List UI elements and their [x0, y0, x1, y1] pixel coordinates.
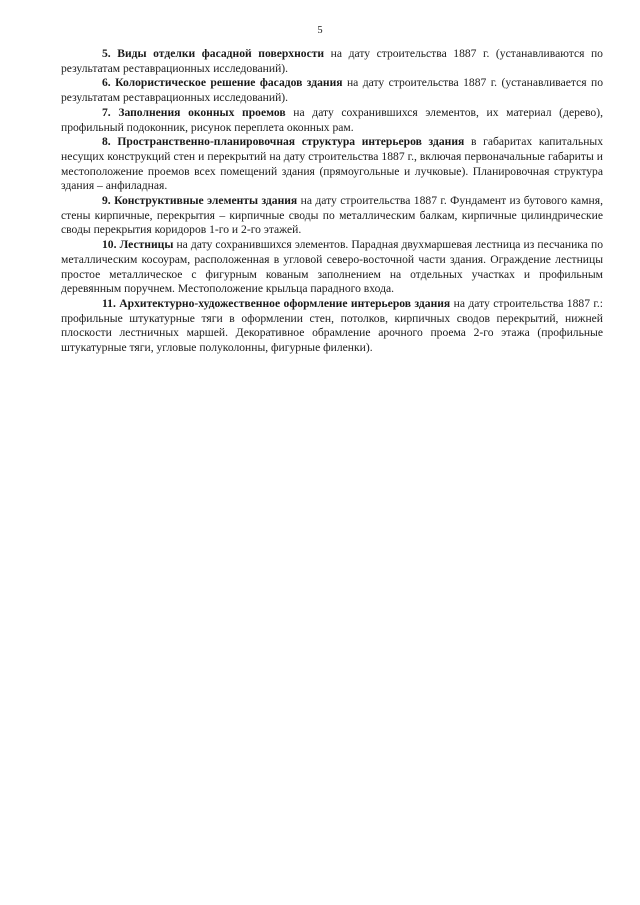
- section-9: [61, 194, 603, 238]
- section-5: [61, 47, 603, 76]
- section-text: на дату сохранившихся элементов, их материал (дерево), профильный подоконник, рисунок переплета оконных рам.: [61, 105, 603, 134]
- section-text: на дату строительства 1887 г. Фундамент из бутового камня, стены кирпичные, перекрытия – кирпичные своды по металлическим балкам, кирпичные цилиндрические своды перекрытия коридоров 1-го и 2-го этажей.: [61, 194, 603, 237]
- section-7: [61, 106, 603, 135]
- section-heading: Заполнения оконных проемов: [118, 105, 286, 119]
- section-text: на дату строительства 1887 г. (устанавливаются по результатам реставрационных исследований).: [61, 47, 603, 75]
- section-heading: Конструктивные элементы здания: [114, 194, 298, 208]
- section-number: 5.: [102, 47, 111, 60]
- section-heading: Колористическое решение фасадов здания: [115, 76, 343, 90]
- section-heading: Пространственно-планировочная структура интерьеров здания: [117, 135, 465, 149]
- section-heading: Архитектурно-художественное оформление интерьеров здания: [119, 296, 451, 310]
- section-number: 10.: [102, 238, 117, 252]
- section-number: 6.: [102, 76, 111, 90]
- section-number: 11.: [102, 296, 116, 310]
- section-heading: Лестницы: [119, 238, 174, 252]
- section-11: [61, 297, 603, 356]
- section-text: на дату строительства 1887 г. (устанавливается по результатам реставрационных исследований).: [61, 76, 604, 105]
- section-number: 7.: [102, 105, 111, 119]
- document-body: [61, 47, 603, 356]
- section-heading: Виды отделки фасадной поверхности: [117, 47, 325, 60]
- section-10: [61, 238, 603, 297]
- section-text: на дату сохранившихся элементов. Парадная двухмаршевая лестница из песчаника по металлическим косоурам, расположенная в угловой северо-восточной части здания. Ограждение лестницы простое металлическое с фигурным кованым заполнением на отдельных участках и профильным деревянным поручнем. Местоположение крыльца парадного входа.: [61, 238, 603, 296]
- section-8: [61, 135, 603, 194]
- page-number: 5: [317, 25, 323, 36]
- section-6: [61, 76, 603, 105]
- section-text: на дату строительства 1887 г.: профильные штукатурные тяги в оформлении стен, потолков, кирпичных сводов перекрытий, нижней плоскости лестничных маршей. Декоративное обрамление арочного проема 2-го этажа (профильные штукатурные тяги, угловые полуколонны, фигурные филенки).: [61, 296, 603, 355]
- section-text: в габаритах капитальных несущих конструкций стен и перекрытий на дату строительства 1887 г., включая первоначальные габариты и местоположение проемов всех помещений здания (прямоугольные и лучковые). Планировочная структура здания – анфиладная.: [61, 135, 604, 193]
- section-number: 8.: [102, 135, 111, 149]
- section-number: 9.: [102, 194, 111, 208]
